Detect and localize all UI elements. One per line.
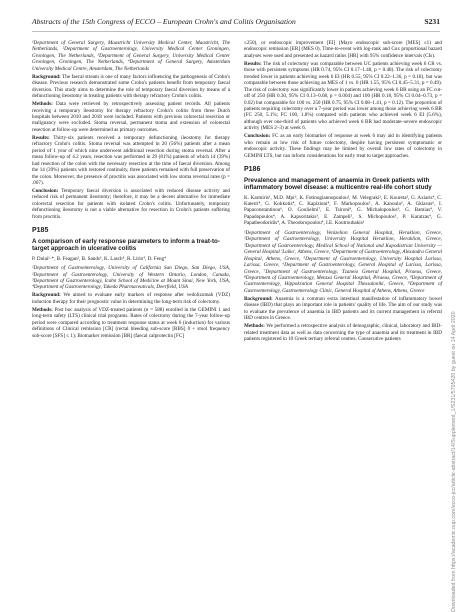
section-label: Background: (32, 73, 61, 80)
conclusion-text: FC as an early biomarker of response at week 6 may aid in identifying patients who remain at low risk of future colectomy, despite having persistent symptomatic or endoscopic activity. These findings may be limited by overall low rates of colectomy in GEMINI LTS, but can inform considerations for early treat to target approaches. (244, 133, 442, 159)
download-watermark: Downloaded from https://academic.oup.com/ecco-jcc/article-abstract/14/Supplement_1/S231/5705420 by guest on 14 April 2020 (451, 311, 457, 612)
section-label: Methods: (32, 101, 53, 108)
methods-text: Post hoc analysis of VDZ-treated patients (n = 588) enrolled in the GEMINI 1 and long-term safety (LTS) clinical trial programs. Rates of colectomy during the 7-year follow-up period were compared according to treatment response status at week 6 (induction) for various definitions of Clinical remission [CR] (rectal bleeding sub-score [RBS] 0 + stool frequency sub-score [SFS] ≤ 1); Biomarker remission [BR] (faecal calprotectin [FC] (32, 306, 230, 339)
continued-text: ≤250), or endoscopic improvement [EI] (Mayo endoscopic sub-score [MES] ≤1) and endoscopic remission [ER] (MES 0). Time-to-event with log-rank and Cox proportional hazard analyses were used and presented as hazard ratios [HR] with 95% confidence intervals (CIs). (244, 40, 442, 59)
methods-paragraph (244, 323, 442, 342)
methods-text: We performed a retrospective analysis of demographic, clinical, laboratory and IBD-related treatment data as well as data concerning the type of anaemia and its treatment in IBD patients registered in 10 Greek tertiary referral centres. Consecutive patients (244, 323, 442, 343)
results-text: The risk of colectomy was comparable between UC patients achieving week 6 CR vs. those with persistent symptoms (HR 0.74, 95% CI 0.17–1.48, p = 0.48). The risk of colectomy trended lower in patients achieving week 6 EI (HR 0.55, 95% CI 0.22–1.36, p = 0.18), but was comparable between those achieving an MES of 1 vs. 0 (HR 1.55, 95% CI 0.45–5.31, p = 0.49). The risk of colectomy was significantly lower in patients achieving week 6 BR using an FC cut-off of 250 (HR 0.30, 95% CI 0.13–0.68, p = 0.004) and 100 (HR 0.18, 95% CI 0.04–0.73, p = 0.02) but comparable for 100 vs. 250 (HR 0.75, 95% CI 0.08–1.41, p = 0.12). The proportion of patients requiring colectomy over a 7-year period was lower among those achieving week 6 BR (FC 250, 5.1%; FC 100, 1.8%) compared with patients who achieved week 6 EI (5.6%), although over one-third of patients who achieved week 6 BR had moderate–severe endoscopic activity (MES 2–3) at week 6. (244, 60, 442, 132)
section-label: Conclusion: (244, 133, 271, 140)
author-list: K. Karmiris¹, M.D. Mpr², K. Fotinogiannopoulou², M. Velegraki², E. Koureta³, G. Axiaris⁴, C. Katerri⁴, G. Kokkotis⁴, C. Kapizioni⁴, F. Markopoulos⁵, A. Kanoula⁶, A. Gklavas⁶, I. Papaconstantinou⁶, O. Goulielmi⁷, E. Tsironi⁸, G. Michalopoulos⁹, G. Bamias⁴, V. Papadopoulos⁴, A. Kapsoritakis³, E. Zampeli⁵, S. Michopoulos⁵, P. Karatzas⁴, G. Papatheodoridis⁴, A. Theodoropoulou⁴, I.E. Koutroubakis² (244, 194, 442, 227)
affiliations: ¹Department of Gastroenterology, Venizelion General Hospital, Heraklion, Greece, ²Department of Gastroenterology, University Hospital Heraklion, Heraklion, Greece, ³Department of Gastroenterology, Medical School of National and Kapodistrian University —General Hospital 'Laiko', Athens, Greece, ⁴Department of Gastroenterology, Alexandra General Hospital, Athens, Greece, ⁵Department of Gastroenterology, University Hospital Larissa, Larissa, Greece, ⁶Department of Gastroenterology, General Hospital of Larissa, Larissa, Greece, ⁷Department of Gastroenterology, Tzaneio General Hospital, Piraeus, Greece, ⁸Department of Gastroenterology, Metaxa General Hospital, Piraeus, Greece, ⁹Department of Gastroenterology, Hippokration General Hospital Thessaloniki, Greece, ⁹Department of Gastroenterology, Gastroenterology Clinic, General Hospital of Athens, Athens, Greece (244, 229, 442, 294)
section-label: Background: (32, 292, 61, 299)
background-text: Anaemia is a common extra intestinal manifestation of inflammatory bowel disease (IBD) that plays an important role in patients' quality of life. The aim of our study was to evaluate the prevalence of anaemia in IBD patients and its current management in referral IBD centres in Greece. (244, 295, 442, 322)
background-paragraph (32, 74, 230, 100)
results-paragraph (32, 135, 230, 187)
methods-text: Data were retrieved by retrospectively assessing patient records. All patients receiving a temporary ileostomy for therapy refractory Crohn's colitis from three Dutch hospitals between 2010 and 2018 were included. Patients with previous colorectal resection or malignancy were excluded. Stoma reversal, permanent stoma and extension of colorectal resection at follow-up were determined as primary outcomes. (32, 101, 230, 133)
author-list: P. Dulai¹·*, B. Feagan², B. Sands³, K. Lasch⁴, R. Lirio⁴, D. Feng⁴ (32, 255, 166, 262)
results-text: Thirty-six patients received a temporary defunctioning ileostomy for therapy refractory Crohn's colitis. Stoma reversal was attempted in 20 (56%) patients after a mean period of 1 year of which nine underwent additional resection during stoma reversal. After a mean follow-up of 4.2 years, resection was performed in 29 (81%) patients of which 14 (39%) had resection of the colon with the necessary resection at the time of faecal diversion. Among the 14 (39%) patients with restored continuity, three patients remained with full preservation of the colon. Moreover, the presence of proctitis was associated with low stoma reversal rates (p = .007). (32, 134, 230, 187)
section-label: Methods: (244, 323, 265, 330)
background-paragraph (244, 296, 442, 322)
background-paragraph (32, 292, 230, 305)
section-label: Methods: (32, 306, 53, 313)
journal-title: Abstracts of the 15th Congress of ECCO – European Crohn's and Colitis Organisation (32, 17, 296, 26)
section-label: Background: (244, 295, 273, 302)
results-paragraph (244, 61, 442, 132)
background-text: We aimed to evaluate early markers of response after vedolizumab (VDZ) induction therapy for their prognostic value in determining the long-term risk of colectomy. (32, 292, 230, 305)
methods-paragraph (32, 101, 230, 133)
background-text: The faecal stream is one of many factors influencing the pathogenesis of Crohn's disease. Previous research demonstrated some Crohn's patients benefit from temporary faecal diversion. This study aims to determine the role of temporary faecal diversion by means of a defunctioning ileostomy in treating patients with therapy refractory Crohn's colitis. (32, 73, 230, 100)
methods-paragraph (32, 307, 230, 339)
conclusion-paragraph (32, 188, 230, 220)
abstract-title: A comparison of early response parameters to inform a treat-to-target approach in ulcerative colitis (32, 238, 220, 253)
abstract-id: P185 (32, 227, 49, 235)
affiliations: ¹Department of Gastroenterology, University of California San Diego, San Diego, USA, ²Department of Gastroenterology, University of Western Ontario, London, Canada, ³Department of Gastroenterology, Icahn School of Medicine at Mount Sinai, New York, USA, ⁴Department of Gastroenterology, Takeda Pharmaceuticals, Deerfield, USA (32, 265, 230, 291)
section-label: Results: (32, 134, 50, 141)
right-column (244, 40, 442, 344)
abstract-title: Prevalence and management of anaemia in Greek patients with inflammatory bowel disease: a multicentre real-life cohort study (244, 177, 432, 192)
page-number: S231 (424, 17, 440, 26)
conclusion-text: Temporary faecal diversion is associated with reduced disease activity and reduced risk of permanent ileostomy; therefore, it may be a decent alternative for immediate colorectal resection for patients with isolated Crohn's colitis. Unfortunately, temporary defunctioning ileostomy is not a viable alternative for resection in Crohn's patients suffering from proctitis. (32, 187, 230, 220)
affiliations: ¹Department of General Surgery, Maastricht University Medical Center, Maastricht, The Netherlands, ²Department of Gastroenterology, University Medical Center Groningen, Groningen, The Netherlands, ³Department of General Surgery, University Medical Center Groningen, Groningen, The Netherlands, ⁴Department of General Surgery, Amsterdam University Medical Centre, Amsterdam, The Netherlands (32, 40, 230, 72)
left-column (32, 40, 230, 341)
abstract-id: P186 (244, 166, 261, 174)
running-header (32, 17, 440, 32)
section-label: Results: (244, 60, 262, 67)
conclusion-paragraph (244, 133, 442, 159)
section-label: Conclusion: (32, 187, 59, 194)
